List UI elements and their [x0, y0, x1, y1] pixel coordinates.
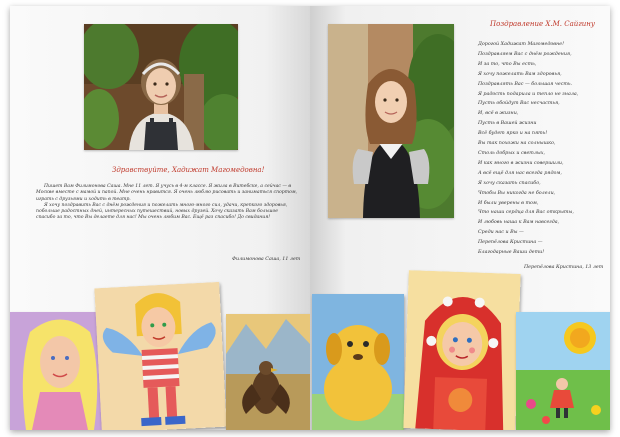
drawing-angel-girl [94, 282, 226, 430]
letter-paragraph: Я хочу поздравить Вас с днём рождения и пожелать много-много сил, удачи, крепкого здоровья, побольше радостных дней, интересных путешествий, новых друзей. Хочу сказать Вам большое спасибо за то, что Вы делаете для нас! Мы очень любим Вас. Ещё раз спасибо! До свидания! [36, 202, 288, 221]
poem-line: Я радость подарила и тепло не знала, [478, 91, 579, 97]
greeting-left: Здравствуйте, Хадижат Магомедовна! [112, 166, 265, 174]
poem-line: А всё ещё для нас всегда рядом, [478, 170, 562, 176]
poem-line: Пусть обойдут Вас несчастья, [478, 101, 560, 107]
poem-line: Вы так похожи на солнышко, [478, 141, 556, 147]
poem-line: И любовь наша к Вам навсегда, [478, 220, 560, 226]
poem-line: Что наши сердца для Вас открыты, [478, 210, 574, 216]
girl-photo-left [84, 24, 238, 150]
poem-line: Благодарные Ваши дети! [478, 250, 545, 256]
poem-line: Столь добрых и светлых, [478, 150, 546, 156]
poem-text [478, 40, 606, 258]
drawing-blonde-girl [10, 312, 110, 430]
poem-line: Пусть в Вашей жизни [478, 121, 537, 127]
poem-line: Я хочу сказать спасибо, [478, 180, 541, 186]
poem-line: Чтобы Вы никогда не болели, [478, 190, 556, 196]
poem-line: И как много в жизни совершили, [478, 160, 564, 166]
drawing-sun-girl [516, 312, 610, 430]
poem-line: Перепёлова Кристина — [478, 240, 543, 246]
poem-line: И за то, что Вы есть, [478, 61, 537, 67]
poem-line: Поздравлять Вас — большая честь. [478, 81, 573, 87]
drawing-matryoshka [403, 270, 520, 430]
poem-line: Среди нас и Вы — [478, 230, 524, 236]
letter-paragraph: Пишет Вам Филимонова Саша. Мне 11 лет. Я учусь в 4-м классе. Я жила в Витебске, а сейчас — в Москве вместе с мамой и папой. Мне очень нравится. Я очень люблю рисовать и заниматься спортом, играть с друзьями и ходить в театр. [36, 184, 298, 202]
girl-photo-right [328, 24, 454, 218]
poem-line: И были уверены в том, [478, 200, 539, 206]
greeting-right: Поздравление Х.М. Сайгину [490, 20, 595, 28]
poem-line: Дорогой Хадижат Магомедовне! [478, 42, 565, 47]
right-page [310, 6, 610, 430]
left-page [10, 6, 310, 430]
book-spread [10, 6, 610, 430]
poem-line: Я хочу пожелать Вам здоровья, [478, 71, 562, 77]
poem-line: Всё будет ярко и на пять! [478, 131, 548, 137]
signature-right: Перепёлова Кристина, 13 лет [524, 265, 604, 270]
poem-line: Поздравляем Вас с днём рождения, [478, 51, 572, 57]
drawing-eagle [226, 314, 310, 430]
signature-left: Филимонова Саша, 11 лет [232, 257, 301, 262]
poem-line: И, всё в жизни, [478, 111, 519, 117]
letter-text [36, 184, 298, 222]
drawing-dog [312, 294, 404, 430]
